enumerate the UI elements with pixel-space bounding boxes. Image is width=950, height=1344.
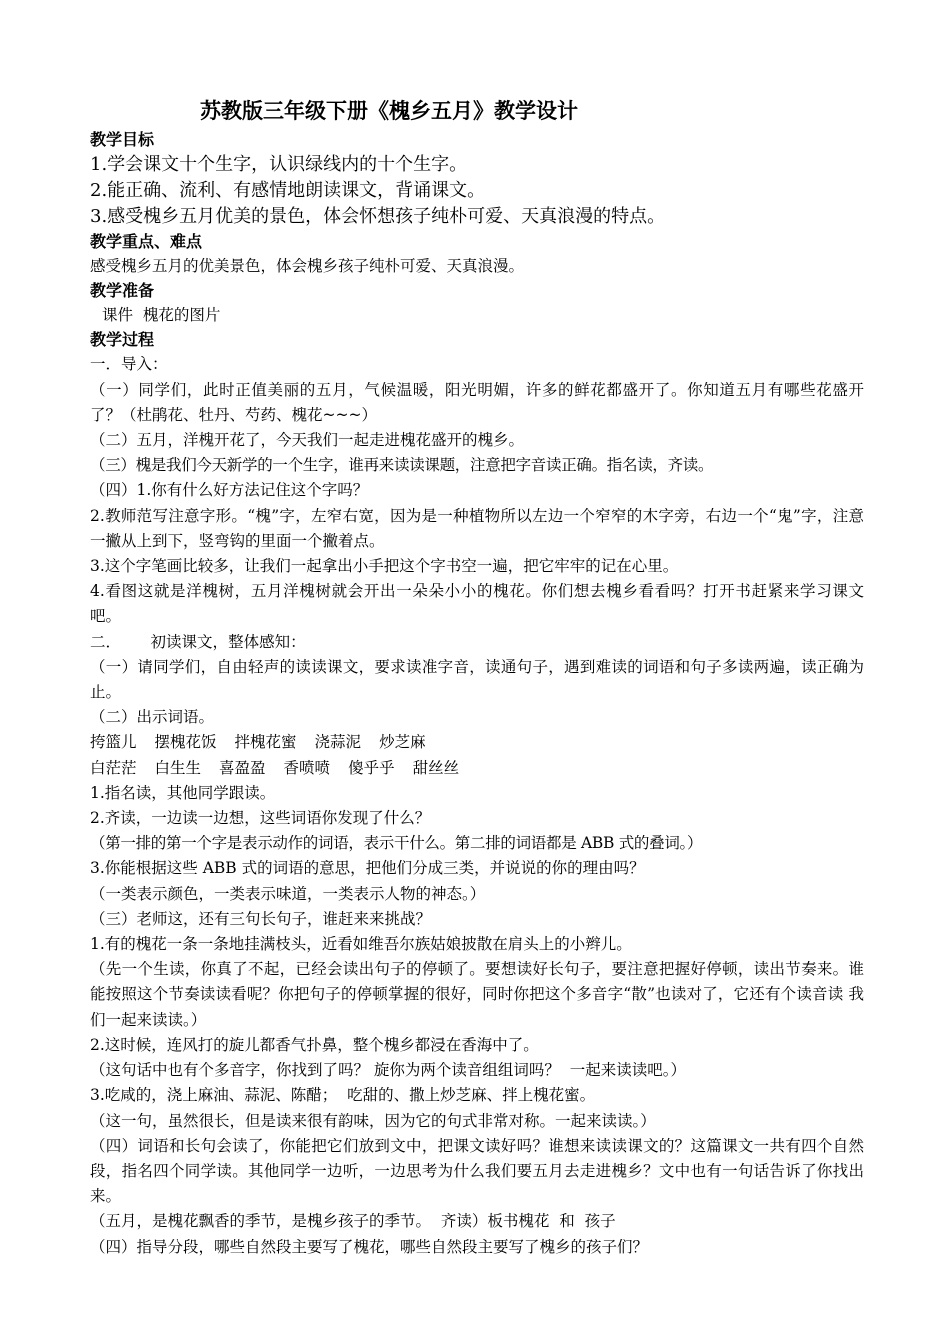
goal-item: 2.能正确、流利、有感情地朗读课文，背诵课文。 bbox=[90, 180, 486, 201]
goals-heading: 教学目标 bbox=[90, 130, 155, 149]
process-line: 1.有的槐花一条一条地挂满枝头，近看如维吾尔族姑娘披散在肩头上的小辫儿。 bbox=[90, 935, 632, 954]
process-line: 3.你能根据这些 ABB 式的词语的意思，把他们分成三类，并说说的你的理由吗？ bbox=[90, 859, 645, 878]
goal-item: 1.学会课文十个生字，认识绿线内的十个生字。 bbox=[90, 154, 468, 175]
process-line: （这一句，虽然很长，但是读来很有韵味，因为它的句式非常对称。一起来读读。） bbox=[90, 1111, 656, 1130]
process-line: （一）同学们，此时正值美丽的五月，气候温暖，阳光明媚，许多的鲜花都盛开了。你知道五月有哪些花盛开了？（杜鹃花、牡丹、芍药、槐花~~~） bbox=[90, 380, 864, 424]
keypoints-heading: 教学重点、难点 bbox=[90, 232, 203, 251]
process-line: 4.看图这就是洋槐树，五月洋槐树就会开出一朵朵小小的槐花。你们想去槐乡看看吗？打开书赶紧来学习课文吧。 bbox=[90, 582, 864, 626]
process-line: （四）指导分段，哪些自然段主要写了槐花，哪些自然段主要写了槐乡的孩子们？ bbox=[90, 1237, 649, 1256]
process-line: 2.这时候，连风打的旋儿都香气扑鼻，整个槐乡都浸在香海中了。 bbox=[90, 1035, 539, 1054]
process-line: 3.吃咸的，浇上麻油、蒜泥、陈醋； 吃甜的、撒上炒芝麻、拌上槐花蜜。 bbox=[90, 1086, 596, 1105]
word-item: 香喷喷 bbox=[283, 758, 331, 777]
preparation-heading: 教学准备 bbox=[90, 281, 155, 301]
process-line: （先一个生读，你真了不起，已经会读出句子的停顿了。要想读好长句子，要注意把握好停顿，读出节奏来。谁能按照这个节奏读读看呢？你把句子的停顿掌握的很好，同时你把这个多音字“散”也读对了，它还有个读音读 我们一起来读读。） bbox=[90, 960, 864, 1029]
document-title: 苏教版三年级下册《槐乡五月》教学设计 bbox=[200, 99, 578, 123]
word-item: 炒芝麻 bbox=[379, 733, 426, 752]
word-item: 浇蒜泥 bbox=[314, 733, 362, 752]
word-item: 白生生 bbox=[154, 758, 202, 777]
word-item: 摆槐花饭 bbox=[154, 733, 217, 752]
word-item: 挎篮儿 bbox=[90, 733, 137, 752]
process-line: 2.齐读，一边读一边想，这些词语你发现了什么？ bbox=[90, 809, 431, 828]
process-line: 3.这个字笔画比较多，让我们一起拿出小手把这个字书空一遍，把它牢牢的记在心里。 bbox=[90, 557, 679, 576]
word-row-1 bbox=[90, 730, 864, 755]
process-line: 2.教师范写注意字形。“槐”字，左窄右宽，因为是一种植物所以左边一个窄窄的木字旁，右边一个“鬼”字，注意一撇从上到下，竖弯钩的里面一个撇着点。 bbox=[90, 506, 864, 550]
word-item: 白茫茫 bbox=[90, 758, 137, 777]
keypoints-text: 感受槐乡五月的优美景色，体会槐乡孩子纯朴可爱、天真浪漫。 bbox=[90, 257, 525, 275]
process-line: （一类表示颜色，一类表示味道，一类表示人物的神态。） bbox=[90, 884, 486, 903]
section-two-heading: 二． 初读课文，整体感知： bbox=[90, 632, 306, 651]
word-item: 傻乎乎 bbox=[348, 758, 395, 777]
process-line: （四）词语和长句会读了，你能把它们放到文中，把课文读好吗？谁想来读读课文的？这篇课文一共有四个自然段，指名四个同学读。其他同学一边听，一边思考为什么我们要五月去走进槐乡？文中也有一句话告诉了你找出来。 bbox=[90, 1136, 864, 1206]
word-item: 喜盈盈 bbox=[219, 758, 266, 777]
word-item: 甜丝丝 bbox=[412, 758, 460, 777]
process-line: （二）出示词语。 bbox=[90, 708, 215, 727]
process-line: （这句话中也有个多音字，你找到了吗？ 旋你为两个读音组组词吗？ 一起来读读吧。） bbox=[90, 1061, 687, 1080]
goal-item: 3.感受槐乡五月优美的景色，体会怀想孩子纯朴可爱、天真浪漫的特点。 bbox=[90, 206, 666, 227]
process-line: （二）五月，洋槐开花了，今天我们一起走进槐花盛开的槐乡。 bbox=[90, 431, 525, 450]
word-row-2 bbox=[90, 756, 864, 781]
process-line: （三）槐是我们今天新学的一个生字，谁再来读读课题，注意把字音读正确。指名读，齐读。 bbox=[90, 456, 714, 475]
word-item: 拌槐花蜜 bbox=[234, 733, 297, 752]
process-line: （第一排的第一个字是表示动作的词语，表示干什么。第二排的词语都是 ABB 式的叠词。） bbox=[90, 834, 703, 853]
process-line: 1.指名读，其他同学跟读。 bbox=[90, 783, 276, 802]
process-line: （三）老师这，还有三句长句子，谁赶来来挑战？ bbox=[90, 909, 432, 928]
process-line: （五月，是槐花飘香的季节，是槐乡孩子的季节。 齐读）板书槐花 和 孩子 bbox=[90, 1212, 616, 1231]
process-heading: 教学过程 bbox=[90, 330, 155, 350]
process-line: （一）请同学们，自由轻声的读读课文，要求读准字音，读通句子，遇到难读的词语和句子多读两遍，读正确为止。 bbox=[90, 657, 864, 702]
process-line: 一．导入： bbox=[90, 355, 168, 374]
process-line: （四）1.你有什么好方法记住这个字吗？ bbox=[90, 481, 369, 500]
preparation-text: 课件 槐花的图片 bbox=[102, 306, 221, 325]
